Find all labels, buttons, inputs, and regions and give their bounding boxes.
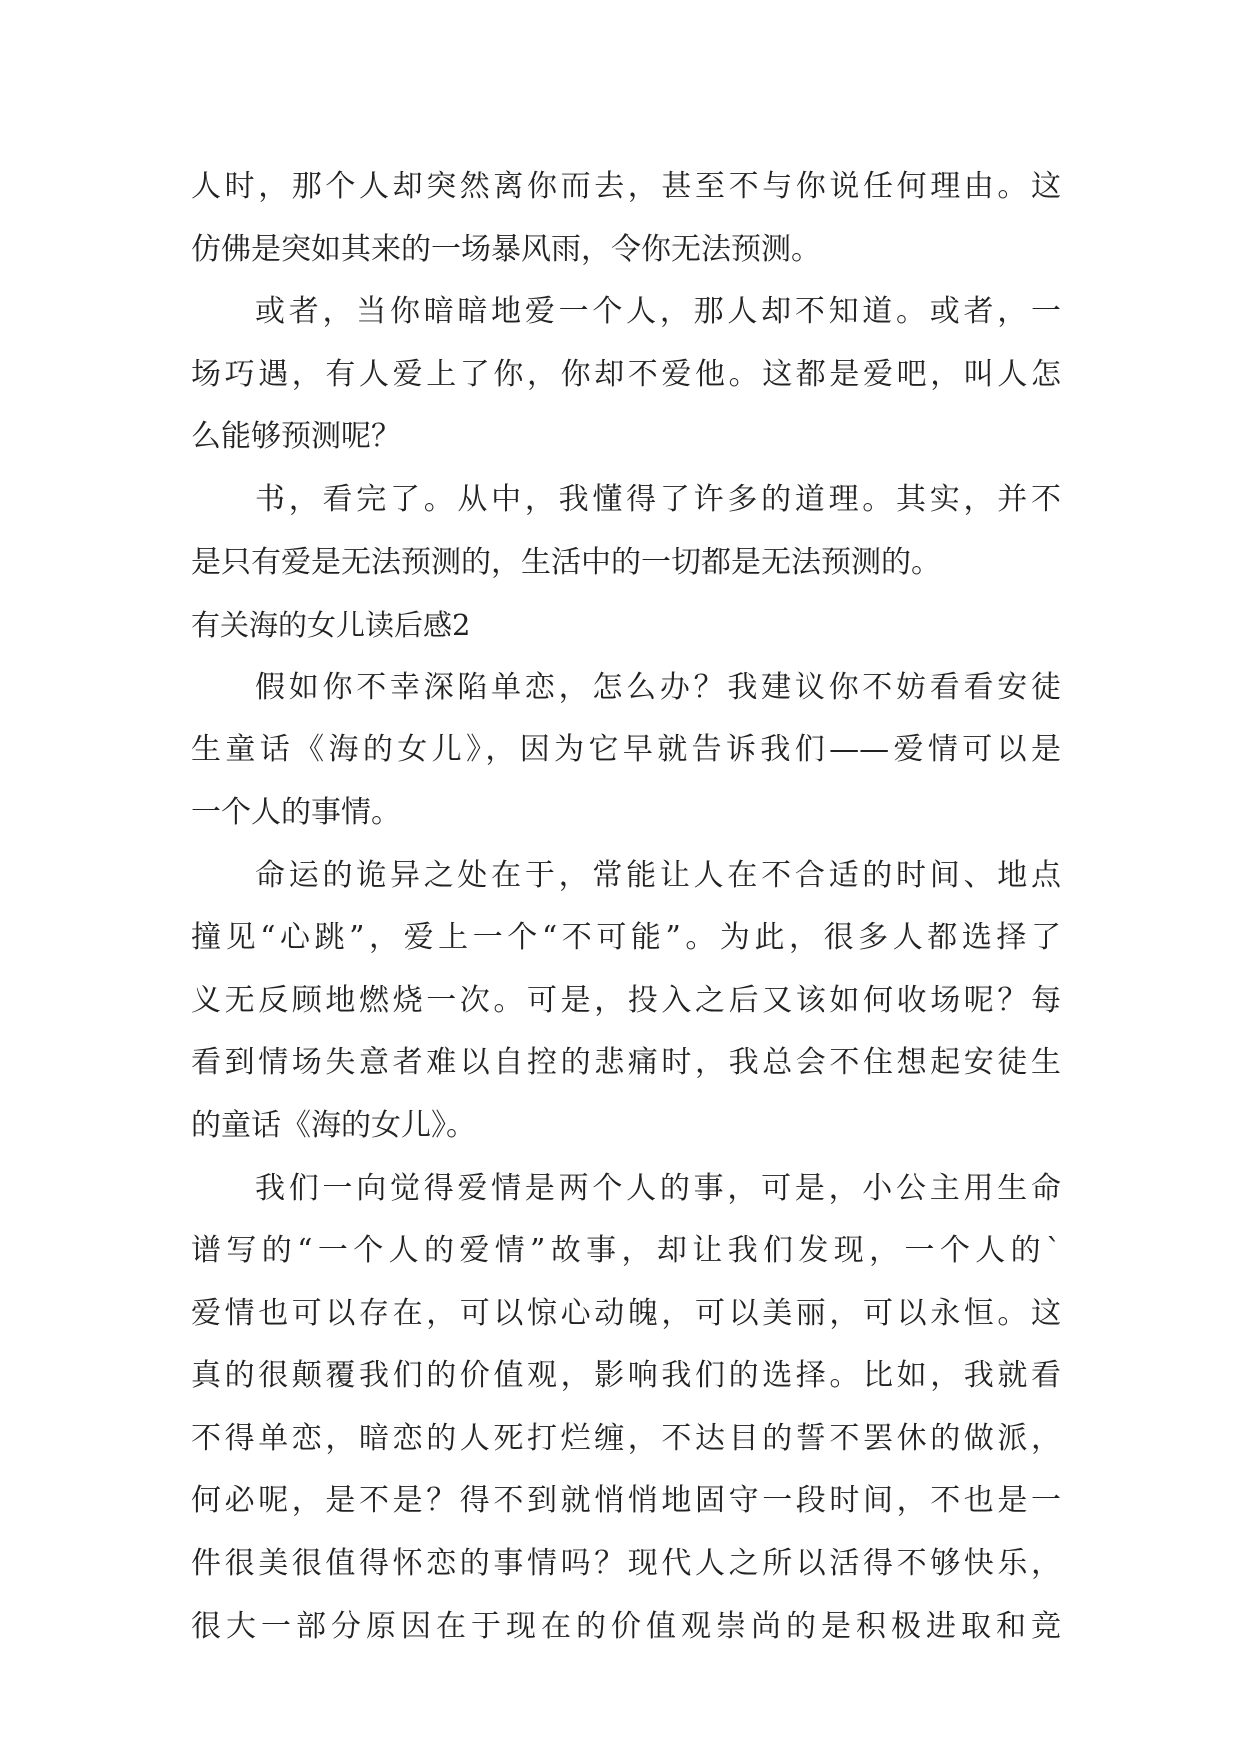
document-body bbox=[191, 156, 1061, 1658]
text-line: 我们一向觉得爱情是两个人的事，可是，小公主用生命 bbox=[255, 1170, 1061, 1206]
text-line: 何必呢，是不是？得不到就悄悄地固守一段时间，不也是一 bbox=[191, 1483, 1061, 1519]
text-line: 书，看完了。从中，我懂得了许多的道理。其实，并不 bbox=[255, 481, 1061, 517]
text-line: 不得单恋，暗恋的人死打烂缠，不达目的誓不罢休的做派， bbox=[191, 1420, 1061, 1456]
text-line: 场巧遇，有人爱上了你，你却不爱他。这都是爱吧，叫人怎 bbox=[191, 356, 1061, 392]
text-line: 的童话《海的女儿》。 bbox=[191, 1107, 476, 1143]
text-line: 假如你不幸深陷单恋，怎么办？我建议你不妨看看安徒 bbox=[255, 669, 1061, 705]
text-line: 义无反顾地燃烧一次。可是，投入之后又该如何收场呢？每 bbox=[191, 982, 1061, 1018]
text-line: 生童话《海的女儿》，因为它早就告诉我们——爱情可以是 bbox=[191, 732, 1061, 768]
text-line: 人时，那个人却突然离你而去，甚至不与你说任何理由。这 bbox=[191, 169, 1061, 204]
text-line: 看到情场失意者难以自控的悲痛时，我总会不住想起安徒生 bbox=[191, 1045, 1061, 1081]
text-line: 一个人的事情。 bbox=[191, 794, 401, 830]
text-line: 件很美很值得怀恋的事情吗？现代人之所以活得不够快乐， bbox=[191, 1546, 1061, 1582]
text-line: 或者，当你暗暗地爱一个人，那人却不知道。或者，一 bbox=[255, 294, 1061, 330]
text-line: 真的很颠覆我们的价值观，影响我们的选择。比如，我就看 bbox=[191, 1358, 1061, 1394]
text-line: 谱写的“一个人的爱情”故事，却让我们发现，一个人的` bbox=[191, 1233, 1061, 1269]
text-line: 撞见“心跳”，爱上一个“不可能”。为此，很多人都选择了 bbox=[191, 920, 1061, 956]
text-line: 爱情也可以存在，可以惊心动魄，可以美丽，可以永恒。这 bbox=[191, 1295, 1061, 1331]
section-heading: 有关海的女儿读后感2 bbox=[191, 608, 471, 643]
text-line: 是只有爱是无法预测的，生活中的一切都是无法预测的。 bbox=[191, 544, 941, 580]
text-line: 仿佛是突如其来的一场暴风雨，令你无法预测。 bbox=[191, 231, 821, 267]
text-line: 命运的诡异之处在于，常能让人在不合适的时间、地点 bbox=[255, 857, 1061, 893]
text-line: 很大一部分原因在于现在的价值观崇尚的是积极进取和竞 bbox=[191, 1608, 1061, 1644]
text-line: 么能够预测呢？ bbox=[191, 419, 401, 455]
